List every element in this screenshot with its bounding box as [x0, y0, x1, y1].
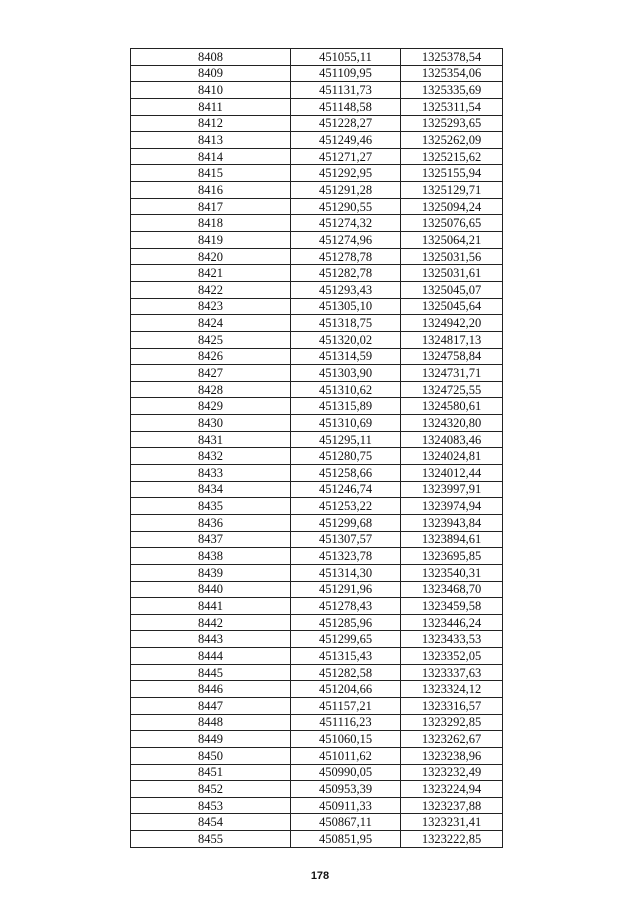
x-coordinate-cell: 451109,95 — [291, 65, 401, 82]
x-coordinate-cell: 451314,59 — [291, 348, 401, 365]
point-number-cell: 8447 — [131, 697, 291, 714]
table-row — [131, 182, 503, 199]
point-number-cell: 8420 — [131, 248, 291, 265]
y-coordinate-cell: 1324320,80 — [401, 415, 503, 432]
table-row — [131, 331, 503, 348]
table-row — [131, 781, 503, 798]
point-number-cell: 8432 — [131, 448, 291, 465]
y-coordinate-cell: 1325045,64 — [401, 298, 503, 315]
point-number-cell: 8437 — [131, 531, 291, 548]
table-row — [131, 514, 503, 531]
point-number-cell: 8426 — [131, 348, 291, 365]
point-number-cell: 8449 — [131, 731, 291, 748]
y-coordinate-cell: 1324012,44 — [401, 465, 503, 482]
table-row — [131, 415, 503, 432]
y-coordinate-cell: 1323292,85 — [401, 714, 503, 731]
x-coordinate-cell: 451285,96 — [291, 614, 401, 631]
y-coordinate-cell: 1323262,67 — [401, 731, 503, 748]
coordinates-table-body — [131, 49, 503, 848]
point-number-cell: 8451 — [131, 764, 291, 781]
point-number-cell: 8444 — [131, 648, 291, 665]
table-row — [131, 265, 503, 282]
x-coordinate-cell: 451282,58 — [291, 664, 401, 681]
y-coordinate-cell: 1324083,46 — [401, 431, 503, 448]
point-number-cell: 8436 — [131, 514, 291, 531]
y-coordinate-cell: 1325076,65 — [401, 215, 503, 232]
table-row — [131, 431, 503, 448]
y-coordinate-cell: 1323974,94 — [401, 498, 503, 515]
table-row — [131, 531, 503, 548]
x-coordinate-cell: 450851,95 — [291, 831, 401, 848]
table-row — [131, 232, 503, 249]
y-coordinate-cell: 1324580,61 — [401, 398, 503, 415]
x-coordinate-cell: 450867,11 — [291, 814, 401, 831]
y-coordinate-cell: 1325045,07 — [401, 281, 503, 298]
x-coordinate-cell: 450953,39 — [291, 781, 401, 798]
y-coordinate-cell: 1323224,94 — [401, 781, 503, 798]
table-row — [131, 614, 503, 631]
point-number-cell: 8441 — [131, 598, 291, 615]
y-coordinate-cell: 1325031,61 — [401, 265, 503, 282]
y-coordinate-cell: 1323237,88 — [401, 797, 503, 814]
table-row — [131, 448, 503, 465]
table-row — [131, 498, 503, 515]
y-coordinate-cell: 1323446,24 — [401, 614, 503, 631]
table-row — [131, 49, 503, 66]
point-number-cell: 8431 — [131, 431, 291, 448]
table-row — [131, 697, 503, 714]
point-number-cell: 8450 — [131, 747, 291, 764]
table-row — [131, 398, 503, 415]
table-row — [131, 315, 503, 332]
x-coordinate-cell: 451295,11 — [291, 431, 401, 448]
point-number-cell: 8415 — [131, 165, 291, 182]
point-number-cell: 8446 — [131, 681, 291, 698]
point-number-cell: 8416 — [131, 182, 291, 199]
y-coordinate-cell: 1323337,63 — [401, 664, 503, 681]
point-number-cell: 8418 — [131, 215, 291, 232]
x-coordinate-cell: 451303,90 — [291, 365, 401, 382]
y-coordinate-cell: 1325262,09 — [401, 132, 503, 149]
x-coordinate-cell: 451274,96 — [291, 232, 401, 249]
x-coordinate-cell: 451310,62 — [291, 381, 401, 398]
y-coordinate-cell: 1324758,84 — [401, 348, 503, 365]
point-number-cell: 8439 — [131, 564, 291, 581]
x-coordinate-cell: 451204,66 — [291, 681, 401, 698]
y-coordinate-cell: 1325354,06 — [401, 65, 503, 82]
table-row — [131, 581, 503, 598]
point-number-cell: 8414 — [131, 148, 291, 165]
x-coordinate-cell: 451299,68 — [291, 514, 401, 531]
x-coordinate-cell: 451282,78 — [291, 265, 401, 282]
x-coordinate-cell: 451116,23 — [291, 714, 401, 731]
table-row — [131, 465, 503, 482]
x-coordinate-cell: 451157,21 — [291, 697, 401, 714]
table-row — [131, 648, 503, 665]
point-number-cell: 8423 — [131, 298, 291, 315]
table-row — [131, 598, 503, 615]
point-number-cell: 8453 — [131, 797, 291, 814]
x-coordinate-cell: 451315,43 — [291, 648, 401, 665]
y-coordinate-cell: 1323433,53 — [401, 631, 503, 648]
table-row — [131, 814, 503, 831]
x-coordinate-cell: 450990,05 — [291, 764, 401, 781]
table-row — [131, 98, 503, 115]
table-row — [131, 481, 503, 498]
x-coordinate-cell: 450911,33 — [291, 797, 401, 814]
y-coordinate-cell: 1323695,85 — [401, 548, 503, 565]
x-coordinate-cell: 451310,69 — [291, 415, 401, 432]
y-coordinate-cell: 1325335,69 — [401, 82, 503, 99]
x-coordinate-cell: 451278,43 — [291, 598, 401, 615]
y-coordinate-cell: 1323997,91 — [401, 481, 503, 498]
point-number-cell: 8445 — [131, 664, 291, 681]
page-number: 178 — [310, 870, 330, 882]
table-row — [131, 132, 503, 149]
table-row — [131, 564, 503, 581]
table-row — [131, 165, 503, 182]
x-coordinate-cell: 451060,15 — [291, 731, 401, 748]
y-coordinate-cell: 1323232,49 — [401, 764, 503, 781]
y-coordinate-cell: 1325129,71 — [401, 182, 503, 199]
point-number-cell: 8448 — [131, 714, 291, 731]
y-coordinate-cell: 1323238,96 — [401, 747, 503, 764]
y-coordinate-cell: 1323540,31 — [401, 564, 503, 581]
point-number-cell: 8413 — [131, 132, 291, 149]
point-number-cell: 8430 — [131, 415, 291, 432]
table-row — [131, 82, 503, 99]
x-coordinate-cell: 451291,96 — [291, 581, 401, 598]
point-number-cell: 8411 — [131, 98, 291, 115]
point-number-cell: 8455 — [131, 831, 291, 848]
table-row — [131, 198, 503, 215]
table-row — [131, 747, 503, 764]
point-number-cell: 8428 — [131, 381, 291, 398]
point-number-cell: 8409 — [131, 65, 291, 82]
x-coordinate-cell: 451315,89 — [291, 398, 401, 415]
x-coordinate-cell: 451292,95 — [291, 165, 401, 182]
y-coordinate-cell: 1324942,20 — [401, 315, 503, 332]
y-coordinate-cell: 1323943,84 — [401, 514, 503, 531]
table-row — [131, 115, 503, 132]
table-row — [131, 764, 503, 781]
table-row — [131, 631, 503, 648]
x-coordinate-cell: 451258,66 — [291, 465, 401, 482]
x-coordinate-cell: 451274,32 — [291, 215, 401, 232]
table-row — [131, 664, 503, 681]
point-number-cell: 8422 — [131, 281, 291, 298]
y-coordinate-cell: 1325311,54 — [401, 98, 503, 115]
y-coordinate-cell: 1324817,13 — [401, 331, 503, 348]
point-number-cell: 8438 — [131, 548, 291, 565]
table-row — [131, 281, 503, 298]
x-coordinate-cell: 451148,58 — [291, 98, 401, 115]
y-coordinate-cell: 1323459,58 — [401, 598, 503, 615]
y-coordinate-cell: 1324725,55 — [401, 381, 503, 398]
point-number-cell: 8425 — [131, 331, 291, 348]
point-number-cell: 8421 — [131, 265, 291, 282]
point-number-cell: 8424 — [131, 315, 291, 332]
x-coordinate-cell: 451323,78 — [291, 548, 401, 565]
table-row — [131, 714, 503, 731]
table-row — [131, 381, 503, 398]
x-coordinate-cell: 451131,73 — [291, 82, 401, 99]
y-coordinate-cell: 1323316,57 — [401, 697, 503, 714]
point-number-cell: 8417 — [131, 198, 291, 215]
y-coordinate-cell: 1323231,41 — [401, 814, 503, 831]
table-row — [131, 731, 503, 748]
x-coordinate-cell: 451318,75 — [291, 315, 401, 332]
x-coordinate-cell: 451271,27 — [291, 148, 401, 165]
y-coordinate-cell: 1323352,05 — [401, 648, 503, 665]
table-row — [131, 365, 503, 382]
x-coordinate-cell: 451290,55 — [291, 198, 401, 215]
y-coordinate-cell: 1325064,21 — [401, 232, 503, 249]
table-row — [131, 348, 503, 365]
x-coordinate-cell: 451307,57 — [291, 531, 401, 548]
table-row — [131, 215, 503, 232]
point-number-cell: 8440 — [131, 581, 291, 598]
point-number-cell: 8433 — [131, 465, 291, 482]
point-number-cell: 8443 — [131, 631, 291, 648]
point-number-cell: 8452 — [131, 781, 291, 798]
x-coordinate-cell: 451011,62 — [291, 747, 401, 764]
y-coordinate-cell: 1324024,81 — [401, 448, 503, 465]
x-coordinate-cell: 451246,74 — [291, 481, 401, 498]
table-row — [131, 65, 503, 82]
table-row — [131, 298, 503, 315]
y-coordinate-cell: 1325094,24 — [401, 198, 503, 215]
y-coordinate-cell: 1323468,70 — [401, 581, 503, 598]
point-number-cell: 8434 — [131, 481, 291, 498]
y-coordinate-cell: 1323222,85 — [401, 831, 503, 848]
table-row — [131, 797, 503, 814]
y-coordinate-cell: 1323894,61 — [401, 531, 503, 548]
point-number-cell: 8435 — [131, 498, 291, 515]
x-coordinate-cell: 451299,65 — [291, 631, 401, 648]
x-coordinate-cell: 451291,28 — [291, 182, 401, 199]
point-number-cell: 8419 — [131, 232, 291, 249]
x-coordinate-cell: 451280,75 — [291, 448, 401, 465]
point-number-cell: 8454 — [131, 814, 291, 831]
point-number-cell: 8442 — [131, 614, 291, 631]
x-coordinate-cell: 451305,10 — [291, 298, 401, 315]
point-number-cell: 8427 — [131, 365, 291, 382]
x-coordinate-cell: 451293,43 — [291, 281, 401, 298]
table-row — [131, 548, 503, 565]
y-coordinate-cell: 1324731,71 — [401, 365, 503, 382]
point-number-cell: 8429 — [131, 398, 291, 415]
y-coordinate-cell: 1325155,94 — [401, 165, 503, 182]
table-row — [131, 681, 503, 698]
table-row — [131, 148, 503, 165]
y-coordinate-cell: 1325293,65 — [401, 115, 503, 132]
x-coordinate-cell: 451278,78 — [291, 248, 401, 265]
x-coordinate-cell: 451249,46 — [291, 132, 401, 149]
x-coordinate-cell: 451055,11 — [291, 49, 401, 66]
y-coordinate-cell: 1325031,56 — [401, 248, 503, 265]
y-coordinate-cell: 1325378,54 — [401, 49, 503, 66]
table-row — [131, 831, 503, 848]
y-coordinate-cell: 1323324,12 — [401, 681, 503, 698]
point-number-cell: 8412 — [131, 115, 291, 132]
x-coordinate-cell: 451228,27 — [291, 115, 401, 132]
table-row — [131, 248, 503, 265]
y-coordinate-cell: 1325215,62 — [401, 148, 503, 165]
x-coordinate-cell: 451320,02 — [291, 331, 401, 348]
x-coordinate-cell: 451314,30 — [291, 564, 401, 581]
x-coordinate-cell: 451253,22 — [291, 498, 401, 515]
point-number-cell: 8410 — [131, 82, 291, 99]
point-number-cell: 8408 — [131, 49, 291, 66]
coordinates-table — [130, 48, 503, 848]
